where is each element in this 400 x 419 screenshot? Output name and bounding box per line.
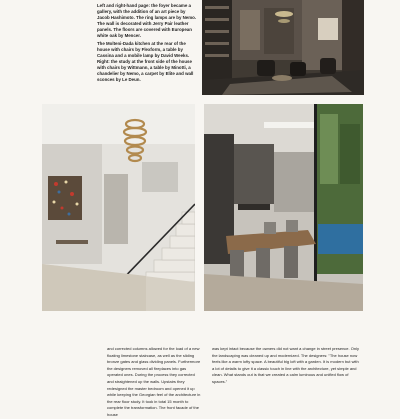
caption-paragraph-1: Left and right-hand page: the foyer became a gallery, with the addition of an art piece by Jacob Hashimoto. The ring lamps are by Nemo. The wall is decorated with Jerry Pair leather panels. The floors are covered with European white oak by Mencer.: [97, 3, 197, 39]
caption-paragraph-2: The Molteni-Dada kitchen at the rear of the house with chairs by Flexform, a table by Cassina and a mobile lamp by David Weeks. Right: the study at the front side of the house with chairs by Wittmann, a table by Minotti, a chandelier by Nemo, a carpet by Elite and wall sconces by Le Deun.: [97, 40, 194, 83]
kitchen-photo: [204, 104, 363, 311]
body-text-column-left: and corrected columns allowed for the load of a new floating limestone staircase, as well as the sliding bronze gates and glass dividing panels. Furthermore the designers removed all fireplaces into gas operated ones. During the process they corrected and straightened up the walls. Upstairs they redesigned the master bedroom and opened it up while keeping the Georgian feel of the architecture in the rear floor study. It took in total 15 month to complete the transformation. The front facade of the house: [107, 346, 201, 417]
photo-caption: [97, 3, 198, 84]
body-text-column-right: was kept intact because the owners did not want a change in street presence. Only the landscaping was cleaned up and modernized. The designers: "The house now feels like a warm lofty space. A beautiful big loft with a garden. It is modern but with a lot of details to give it a classic touch in line with the architecture, yet simple and clean. What stands out is that we created a calm luminous and unified flow of spaces.": [212, 346, 359, 384]
study-interior-photo: [202, 0, 364, 95]
foyer-staircase-photo: [42, 104, 195, 311]
